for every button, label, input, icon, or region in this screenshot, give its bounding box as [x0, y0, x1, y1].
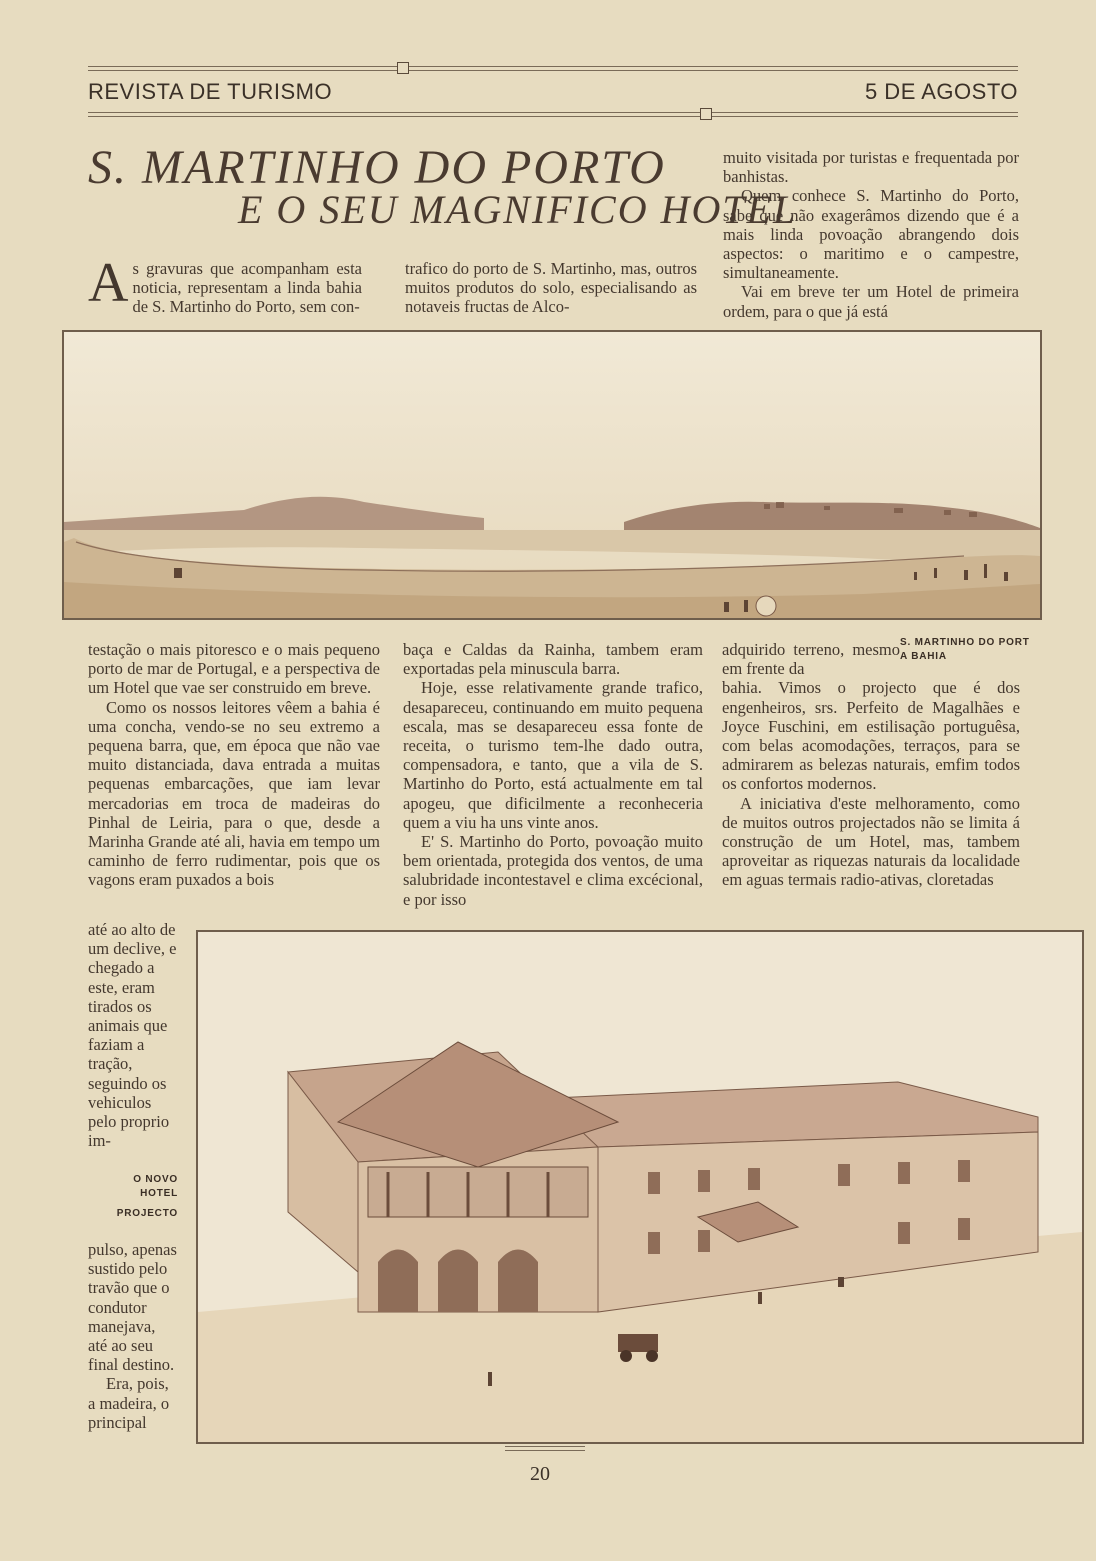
- body-text-3a: adquirido terreno, mesmo em frente da: [722, 640, 900, 679]
- body-column-2: [403, 640, 703, 909]
- hotel-engraving: [198, 932, 1082, 1442]
- body-column-3: [722, 640, 1020, 890]
- body-text-3b: bahia. Vimos o projecto que é dos engenheiros, srs. Perfeito de Magalhães e Joyce Fuschini, em estilisação portuguêsa, com belas acomodações, terraços, para se admirarem as belezas naturais, emfim todos os confortos modernos.: [722, 678, 1020, 794]
- intro-text-3c: Vai em breve ter um Hotel de primeira ordem, para o que já está: [723, 282, 1019, 321]
- intro-text-2: trafico do porto de S. Martinho, mas, outros muitos produtos do solo, especialisando as notaveis fructas de Alco-: [405, 259, 697, 317]
- body-text-2a: baça e Caldas da Rainha, tambem eram exportadas pela minuscula barra.: [403, 640, 703, 679]
- body-text-2c: E' S. Martinho do Porto, povoação muito bem orientada, protegida dos ventos, de uma salubridade incontestavel e clima excécional, e por isso: [403, 832, 703, 909]
- header-ornament: [397, 62, 409, 74]
- narrow-text-2: pulso, apenas sustido pelo travão que o condutor manejava, até ao seu final destino.: [88, 1240, 177, 1375]
- intro-text-3a: muito visitada por turistas e frequentada por banhistas.: [723, 148, 1019, 187]
- body-text-1b: Como os nossos leitores vêem a bahia é uma concha, vendo-se no seu extremo a pequena barra, que, em época que não vae muito distanciada, dava entrada a muitas pequenas embarcações, que iam levar mercadorias em troca de madeiras do Pinhal de Leiria, para o que, desde a Marinha Grande até ali, havia em tempo um caminho de ferro rudimentar, pois que os vagons eram puxados a bois: [88, 697, 380, 890]
- page-number: 20: [530, 1463, 550, 1485]
- hotel-caption-line1: O NOVO HOTEL: [133, 1174, 178, 1199]
- intro-column-2: [405, 259, 697, 317]
- body-column-1: [88, 640, 380, 890]
- bay-engraving: [64, 332, 1040, 618]
- body-text-1a: testação o mais pitoresco e o mais pequeno porto de mar de Portugal, e a perspectiva de um Hotel que vae ser construido em breve.: [88, 640, 380, 698]
- running-head-left: REVISTA DE TURISMO: [88, 79, 333, 104]
- footer-rule: [505, 1446, 585, 1451]
- hotel-caption-line2: PROJECTO: [116, 1208, 178, 1219]
- narrow-column-1: [88, 920, 178, 1150]
- narrow-column-2: [88, 1240, 178, 1432]
- header-ornament-2: [700, 108, 712, 120]
- body-text-3c: A iniciativa d'este melhoramento, como de muitos outros projectados não se limita á construção de um Hotel, mas, tambem aproveitar as riquezas naturais da localidade em aguas termais radio-ativas, cloretadas: [722, 793, 1020, 890]
- running-head-right: 5 DE AGOSTO: [864, 79, 1018, 104]
- bay-illustration: [62, 330, 1042, 620]
- article-subtitle: E O SEU MAGNIFICO HOTEL: [238, 187, 798, 232]
- bay-caption-line2: A BAHIA: [900, 651, 947, 662]
- intro-text-3b: Quem conhece S. Martinho do Porto, sabe que não exagerâmos dizendo que é a mais linda povoação abrangendo dois aspectos: o maritimo e o campestre, simultaneamente.: [723, 186, 1019, 283]
- hotel-caption: [100, 1173, 178, 1221]
- hotel-illustration: [196, 930, 1084, 1444]
- narrow-text-1: até ao alto de um declive, e chegado a este, eram tirados os animais que faziam a tração, seguindo os vehiculos pelo proprio im-: [88, 920, 177, 1151]
- header-rule-bottom: [88, 112, 1018, 117]
- body-text-2b: Hoje, esse relativamente grande trafico, desapareceu, continuando em muito pequena escala, mas se desapareceu essa fonte de receita, o turismo tem-lhe dado outra, compensadora, e tanto, que a vila de S. Martinho do Porto, está actualmente em tal apogeu, que dificilmente a reconheceria quem a viu ha uns vinte anos.: [403, 678, 703, 832]
- intro-text-1: s gravuras que acompanham esta noticia, representam a linda bahia de S. Martinho do Porto, sem con-: [132, 259, 362, 317]
- article-title: S. MARTINHO DO PORTO: [88, 141, 666, 194]
- narrow-text-3: Era, pois, a madeira, o principal: [88, 1374, 170, 1432]
- intro-column-1: [88, 252, 362, 317]
- header-rule-top: [88, 66, 1018, 71]
- drop-cap: A: [88, 252, 129, 314]
- bay-caption-line1: S. MARTINHO DO PORT: [900, 637, 1030, 648]
- intro-column-3: [723, 148, 1019, 321]
